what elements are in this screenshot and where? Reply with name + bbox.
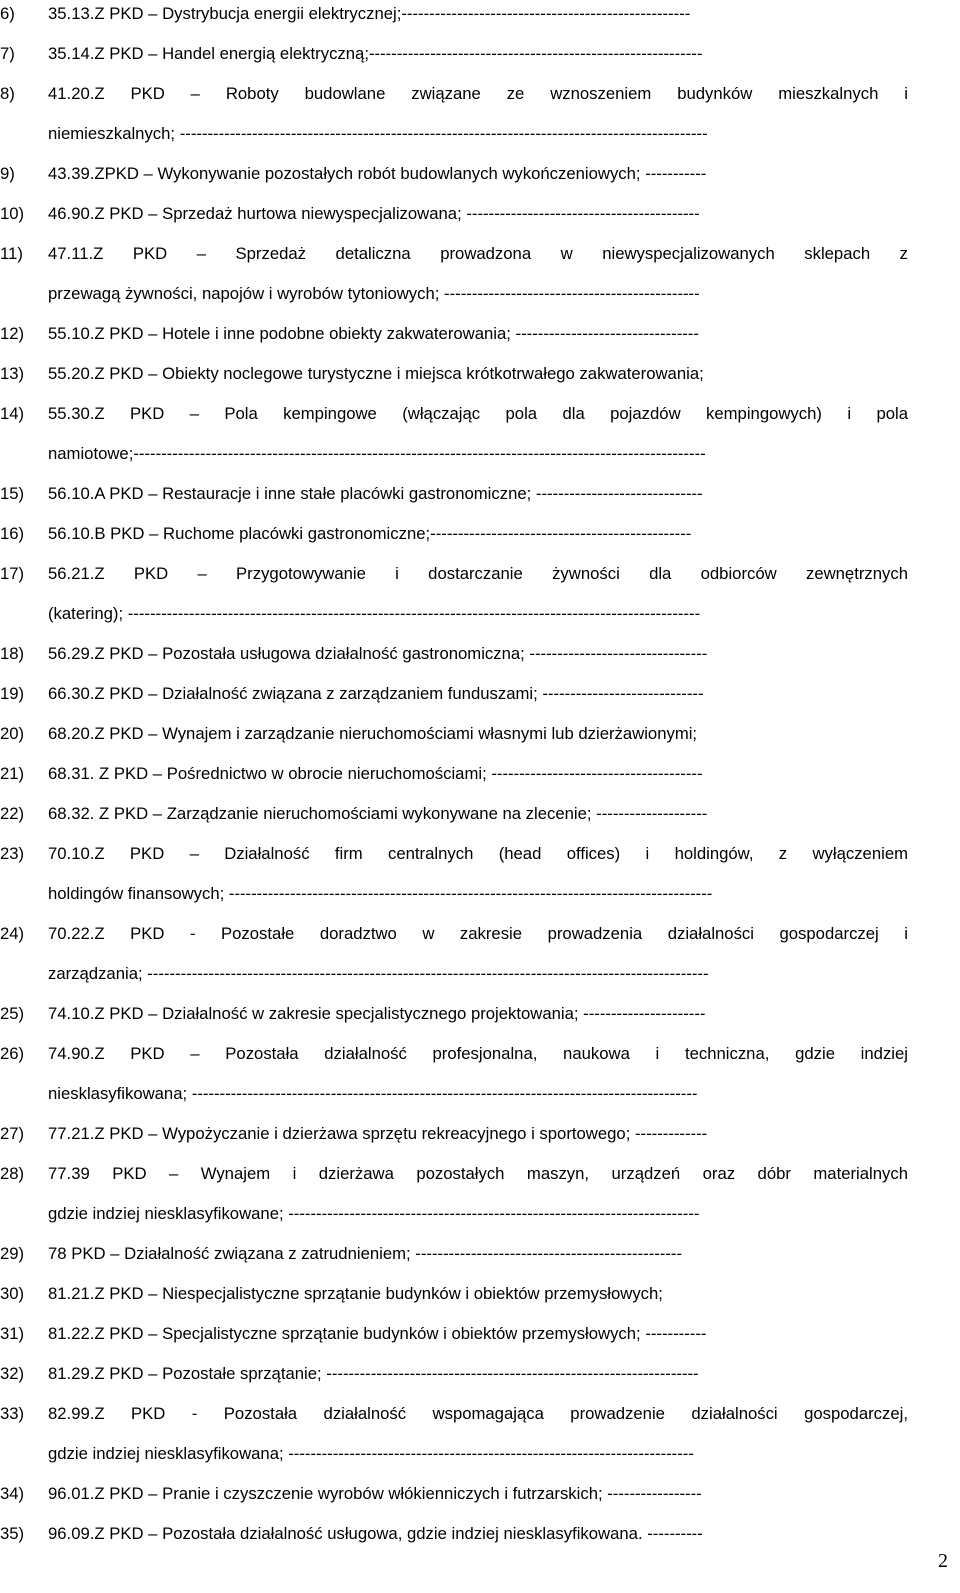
- list-item: [0, 1394, 960, 1474]
- list-item-line: 66.30.Z PKD – Działalność związana z zarządzaniem funduszami; -----------------------------: [48, 684, 704, 703]
- list-item-line: 56.29.Z PKD – Pozostała usługowa działalność gastronomiczna; --------------------------------: [48, 644, 708, 663]
- list-item: [0, 714, 960, 754]
- list-item-line: 68.32. Z PKD – Zarządzanie nieruchomościami wykonywane na zlecenie; --------------------: [48, 804, 708, 823]
- list-item: [0, 1354, 960, 1394]
- list-item-line: 77.21.Z PKD – Wypożyczanie i dzierżawa sprzętu rekreacyjnego i sportowego; -------------: [48, 1124, 708, 1143]
- list-item-text: [48, 714, 908, 754]
- list-item-number: 24): [0, 924, 25, 943]
- list-item-text: [48, 514, 908, 554]
- list-item-line: niesklasyfikowana; -------------------------------------------------------------------------------------------: [48, 1084, 698, 1103]
- list-item-number: 17): [0, 564, 25, 583]
- list-item-number: 25): [0, 1004, 25, 1023]
- list-item: [0, 0, 960, 34]
- list-item-number: 34): [0, 1484, 25, 1503]
- list-item: [0, 914, 960, 994]
- list-item-number: 31): [0, 1324, 25, 1343]
- list-item-text: [48, 1474, 908, 1514]
- list-item: [0, 1474, 960, 1514]
- list-item: [0, 74, 960, 154]
- list-item-line: 55.10.Z PKD – Hotele i inne podobne obiekty zakwaterowania; ---------------------------------: [48, 324, 699, 343]
- list-item-text: [48, 1234, 908, 1274]
- list-item-text: [48, 554, 908, 634]
- list-item: [0, 674, 960, 714]
- list-item-text: [48, 1354, 908, 1394]
- list-item-text: [48, 234, 908, 314]
- list-item-number: 10): [0, 204, 25, 223]
- list-item-text: [48, 1034, 908, 1114]
- list-item-number: 21): [0, 764, 25, 783]
- list-item-text: [48, 834, 908, 914]
- list-item-number: 19): [0, 684, 25, 703]
- list-item-number: 16): [0, 524, 25, 543]
- list-item-number: 12): [0, 324, 25, 343]
- list-item: [0, 1314, 960, 1354]
- list-item: [0, 234, 960, 314]
- list-item-text: [48, 1514, 908, 1554]
- list-item-line: 55.30.Z PKD – Pola kempingowe (włączając pola dla pojazdów kempingowych) i pola: [48, 404, 908, 423]
- list-item-line: 41.20.Z PKD – Roboty budowlane związane ze wznoszeniem budynków mieszkalnych i: [48, 84, 908, 103]
- list-item-text: [48, 1154, 908, 1234]
- list-item-number: 30): [0, 1284, 25, 1303]
- list-item-line: gdzie indziej niesklasyfikowane; --------------------------------------------------------------------------: [48, 1204, 700, 1223]
- list-item-number: 13): [0, 364, 25, 383]
- list-item-line: 43.39.ZPKD – Wykonywanie pozostałych robót budowlanych wykończeniowych; -----------: [48, 164, 707, 183]
- list-item-text: [48, 354, 908, 394]
- list-item-number: 14): [0, 404, 25, 423]
- list-item-line: 96.01.Z PKD – Pranie i czyszczenie wyrobów włókienniczych i futrzarskich; -----------------: [48, 1484, 702, 1503]
- list-item-number: 20): [0, 724, 25, 743]
- list-item-text: [48, 474, 908, 514]
- list-item-text: [48, 0, 908, 34]
- list-item-text: [48, 194, 908, 234]
- list-item: [0, 474, 960, 514]
- list-item-number: 26): [0, 1044, 25, 1063]
- list-item-line: 68.31. Z PKD – Pośrednictwo w obrocie nieruchomościami; --------------------------------------: [48, 764, 703, 783]
- list-item: [0, 1034, 960, 1114]
- list-item: [0, 794, 960, 834]
- list-item: [0, 34, 960, 74]
- list-item-text: [48, 634, 908, 674]
- list-item-line: gdzie indziej niesklasyfikowana; -------------------------------------------------------------------------: [48, 1444, 694, 1463]
- list-item-text: [48, 754, 908, 794]
- list-item: [0, 554, 960, 634]
- list-item-line: 96.09.Z PKD – Pozostała działalność usługowa, gdzie indziej niesklasyfikowana. ----------: [48, 1524, 703, 1543]
- list-item: [0, 354, 960, 394]
- list-item: [0, 1234, 960, 1274]
- list-item: [0, 394, 960, 474]
- list-item-line: 68.20.Z PKD – Wynajem i zarządzanie nieruchomościami własnymi lub dzierżawionymi;: [48, 724, 698, 743]
- list-item-text: [48, 994, 908, 1034]
- list-item-number: 27): [0, 1124, 25, 1143]
- list-item: [0, 834, 960, 914]
- list-item-line: 55.20.Z PKD – Obiekty noclegowe turystyczne i miejsca krótkotrwałego zakwaterowania;: [48, 364, 704, 383]
- list-item-number: 32): [0, 1364, 25, 1383]
- list-item-line: 47.11.Z PKD – Sprzedaż detaliczna prowadzona w niewyspecjalizowanych sklepach z: [48, 244, 908, 263]
- list-item-line: 56.21.Z PKD – Przygotowywanie i dostarczanie żywności dla odbiorców zewnętrznych: [48, 564, 908, 583]
- list-item-line: 81.21.Z PKD – Niespecjalistyczne sprzątanie budynków i obiektów przemysłowych;: [48, 1284, 663, 1303]
- list-item-line: holdingów finansowych; ---------------------------------------------------------------------------------------: [48, 884, 713, 903]
- list-item-text: [48, 314, 908, 354]
- list-item-line: 56.10.A PKD – Restauracje i inne stałe placówki gastronomiczne; ------------------------------: [48, 484, 703, 503]
- list-item-text: [48, 1114, 908, 1154]
- list-item-line: zarządzania; -----------------------------------------------------------------------------------------------------: [48, 964, 709, 983]
- list-item: [0, 634, 960, 674]
- list-item-number: 35): [0, 1524, 25, 1543]
- list-item-line: 77.39 PKD – Wynajem i dzierżawa pozostałych maszyn, urządzeń oraz dóbr materialnych: [48, 1164, 908, 1183]
- list-item-line: 46.90.Z PKD – Sprzedaż hurtowa niewyspecjalizowana; ------------------------------------------: [48, 204, 700, 223]
- list-item-number: 11): [0, 244, 23, 263]
- list-item-text: [48, 794, 908, 834]
- list-item: [0, 154, 960, 194]
- list-item-text: [48, 1394, 908, 1474]
- list-item-text: [48, 1274, 908, 1314]
- page-number: 2: [938, 1550, 948, 1572]
- list-item: [0, 1114, 960, 1154]
- list-item-text: [48, 34, 908, 74]
- list-item-number: 33): [0, 1404, 25, 1423]
- list-item: [0, 514, 960, 554]
- list-item-number: 23): [0, 844, 25, 863]
- list-item: [0, 994, 960, 1034]
- list-item-line: 35.14.Z PKD – Handel energią elektryczną;------------------------------------------------------------: [48, 44, 703, 63]
- list-item-line: 81.22.Z PKD – Specjalistyczne sprzątanie budynków i obiektów przemysłowych; -----------: [48, 1324, 707, 1343]
- list-item-number: 6): [0, 4, 15, 23]
- list-item: [0, 314, 960, 354]
- list-item-number: 18): [0, 644, 25, 663]
- list-item-line: 82.99.Z PKD - Pozostała działalność wspomagająca prowadzenie działalności gospodarczej,: [48, 1404, 908, 1423]
- list-item-number: 8): [0, 84, 15, 103]
- list-item-line: niemieszkalnych; -----------------------------------------------------------------------------------------------: [48, 124, 708, 143]
- list-item-number: 9): [0, 164, 15, 183]
- list-item: [0, 754, 960, 794]
- list-item-line: przewagą żywności, napojów i wyrobów tytoniowych; ----------------------------------------------: [48, 284, 700, 303]
- list-item-number: 29): [0, 1244, 25, 1263]
- list-item-number: 15): [0, 484, 25, 503]
- list-item-line: 78 PKD – Działalność związana z zatrudnieniem; ------------------------------------------------: [48, 1244, 683, 1263]
- list-item-line: (katering); -------------------------------------------------------------------------------------------------------: [48, 604, 701, 623]
- list-item-text: [48, 74, 908, 154]
- list-item-line: 56.10.B PKD – Ruchome placówki gastronomiczne;-----------------------------------------------: [48, 524, 692, 543]
- list-item: [0, 1274, 960, 1314]
- list-item-number: 28): [0, 1164, 25, 1183]
- list-item-line: namiotowe;-------------------------------------------------------------------------------------------------------: [48, 444, 706, 463]
- list-item-line: 81.29.Z PKD – Pozostałe sprzątanie; -------------------------------------------------------------------: [48, 1364, 699, 1383]
- list-item-line: 35.13.Z PKD – Dystrybucja energii elektrycznej;----------------------------------------------------: [48, 4, 691, 23]
- list-item-text: [48, 1314, 908, 1354]
- list-item: [0, 1154, 960, 1234]
- list-item-line: 70.22.Z PKD - Pozostałe doradztwo w zakresie prowadzenia działalności gospodarczej i: [48, 924, 908, 943]
- list-item-text: [48, 394, 908, 474]
- list-item: [0, 1514, 960, 1554]
- list-item: [0, 194, 960, 234]
- list-item-line: 70.10.Z PKD – Działalność firm centralnych (head offices) i holdingów, z wyłączeniem: [48, 844, 908, 863]
- list-item-text: [48, 914, 908, 994]
- list-item-number: 7): [0, 44, 15, 63]
- list-item-text: [48, 674, 908, 714]
- list-item-number: 22): [0, 804, 25, 823]
- list-item-text: [48, 154, 908, 194]
- list-item-line: 74.10.Z PKD – Działalność w zakresie specjalistycznego projektowania; ----------------------: [48, 1004, 706, 1023]
- list-item-line: 74.90.Z PKD – Pozostała działalność profesjonalna, naukowa i techniczna, gdzie indziej: [48, 1044, 908, 1063]
